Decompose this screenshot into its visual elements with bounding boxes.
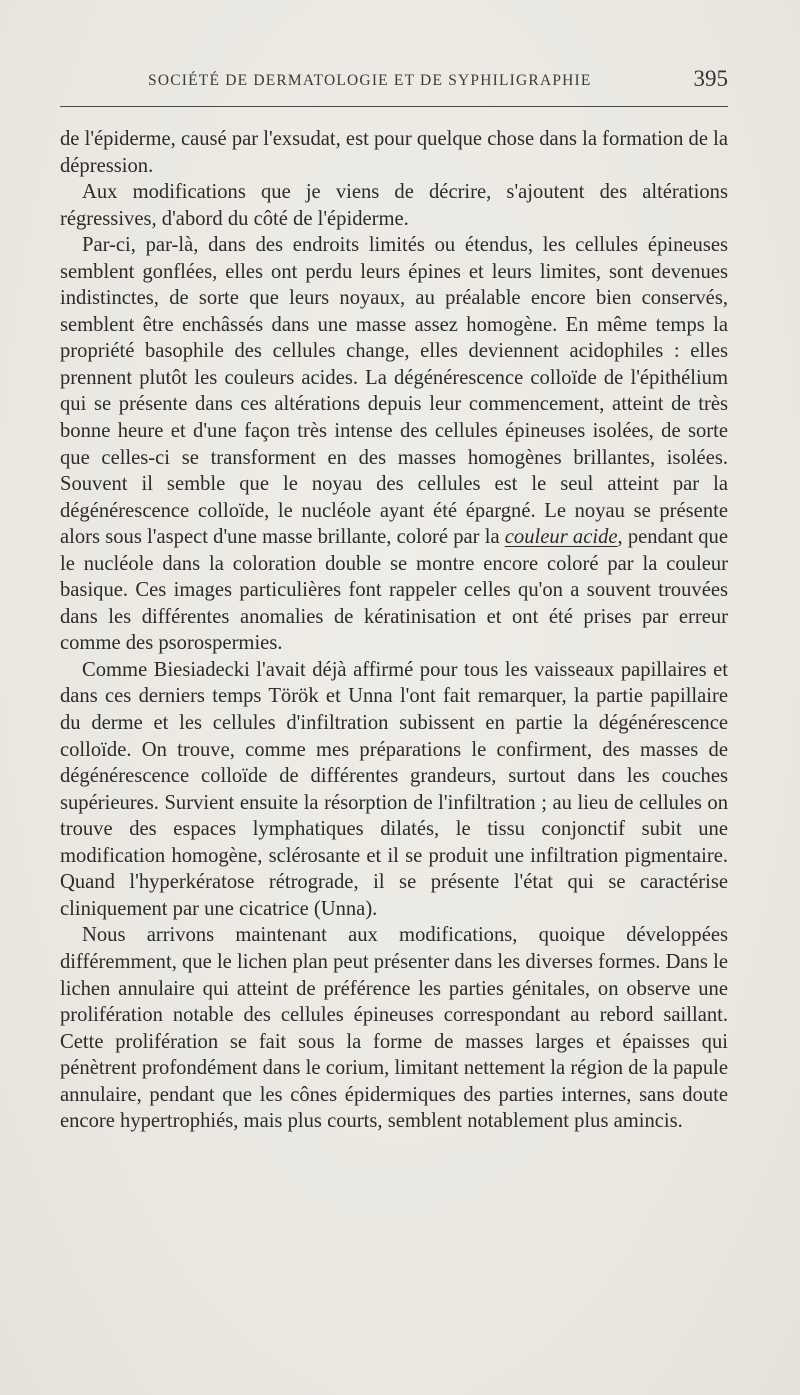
- paragraph-1: de l'épiderme, causé par l'exsudat, est pour quelque chose dans la formation de la dépression.: [60, 128, 728, 177]
- paragraph-3-text-after: , pendant que le nucléole dans la coloration double se montre encore coloré par la couleur basique. Ces images particulières font rappeler celles qu'on a souvent trouvées dans les différentes anomalies de kératinisation et ont été prises par erreur comme des psorospermies.: [60, 526, 728, 655]
- paragraph-5: Nous arrivons maintenant aux modifications, quoique développées différemment, que le lichen plan peut présenter dans les diverses formes. Dans le lichen annulaire qui atteint de préférence les parties génitales, on observe une prolifération notable des cellules épineuses correspondant au rebord saillant. Cette prolifération se fait sous la forme de masses larges et épaisses qui pénètrent profondément dans le corium, limitant nettement la région de la papule annulaire, pendant que les cônes épidermiques des parties internes, sans doute encore hypertrophiés, mais plus courts, semblent notablement plus amincis.: [60, 924, 728, 1133]
- paragraph-4: Comme Biesiadecki l'avait déjà affirmé pour tous les vaisseaux papillaires et dans ces derniers temps Török et Unna l'ont fait remarquer, la partie papillaire du derme et les cellules d'infiltration subissent en partie la dégénérescence colloïde. On trouve, comme mes préparations le confirment, des masses de dégénérescence colloïde de différentes grandeurs, surtout dans les couches supérieures. Survient ensuite la résorption de l'infiltration ; au lieu de cellules on trouve des espaces lymphatiques dilatés, le tissu conjonctif subit une modification homogène, sclérosante et il se produit une infiltration pigmentaire. Quand l'hyperkératose rétrograde, il se présente l'état qui se caractérise cliniquement par une cicatrice (Unna).: [60, 658, 728, 920]
- page-number: 395: [693, 66, 728, 91]
- page-header: [60, 66, 728, 98]
- body-text: [60, 126, 728, 1135]
- header-rule: [60, 106, 728, 107]
- paragraph-2: Aux modifications que je viens de décrire, s'ajoutent des altérations régressives, d'abord du côté de l'épiderme.: [60, 181, 728, 230]
- paragraph-3-text: Par-ci, par-là, dans des endroits limités ou étendus, les cellules épineuses semblent gonflées, elles ont perdu leurs épines et leurs limites, sont devenues indistinctes, de sorte que leurs noyaux, au préalable encore bien conservés, semblent être enchâssés dans une masse assez homogène. En même temps la propriété basophile des cellules change, elles deviennent acidophiles : elles prennent plutôt les couleurs acides. La dégénérescence colloïde de l'épithélium qui se présente dans ces altérations depuis leur commencement, atteint de très bonne heure et d'une façon très intense des cellules épineuses isolées, de sorte que celles-ci se transforment en des masses homogènes brillantes, isolées. Souvent il semble que le noyau des cellules est le seul atteint par la dégénérescence colloïde, le nucléole ayant été épargné. Le noyau se présente alors sous l'aspect d'une masse brillante, coloré par la: [60, 234, 728, 549]
- running-head: SOCIÉTÉ DE DERMATOLOGIE ET DE SYPHILIGRAPHIE: [148, 72, 592, 89]
- emphasis-couleur-acide: couleur acide: [504, 526, 618, 549]
- paragraph-3: [60, 232, 728, 657]
